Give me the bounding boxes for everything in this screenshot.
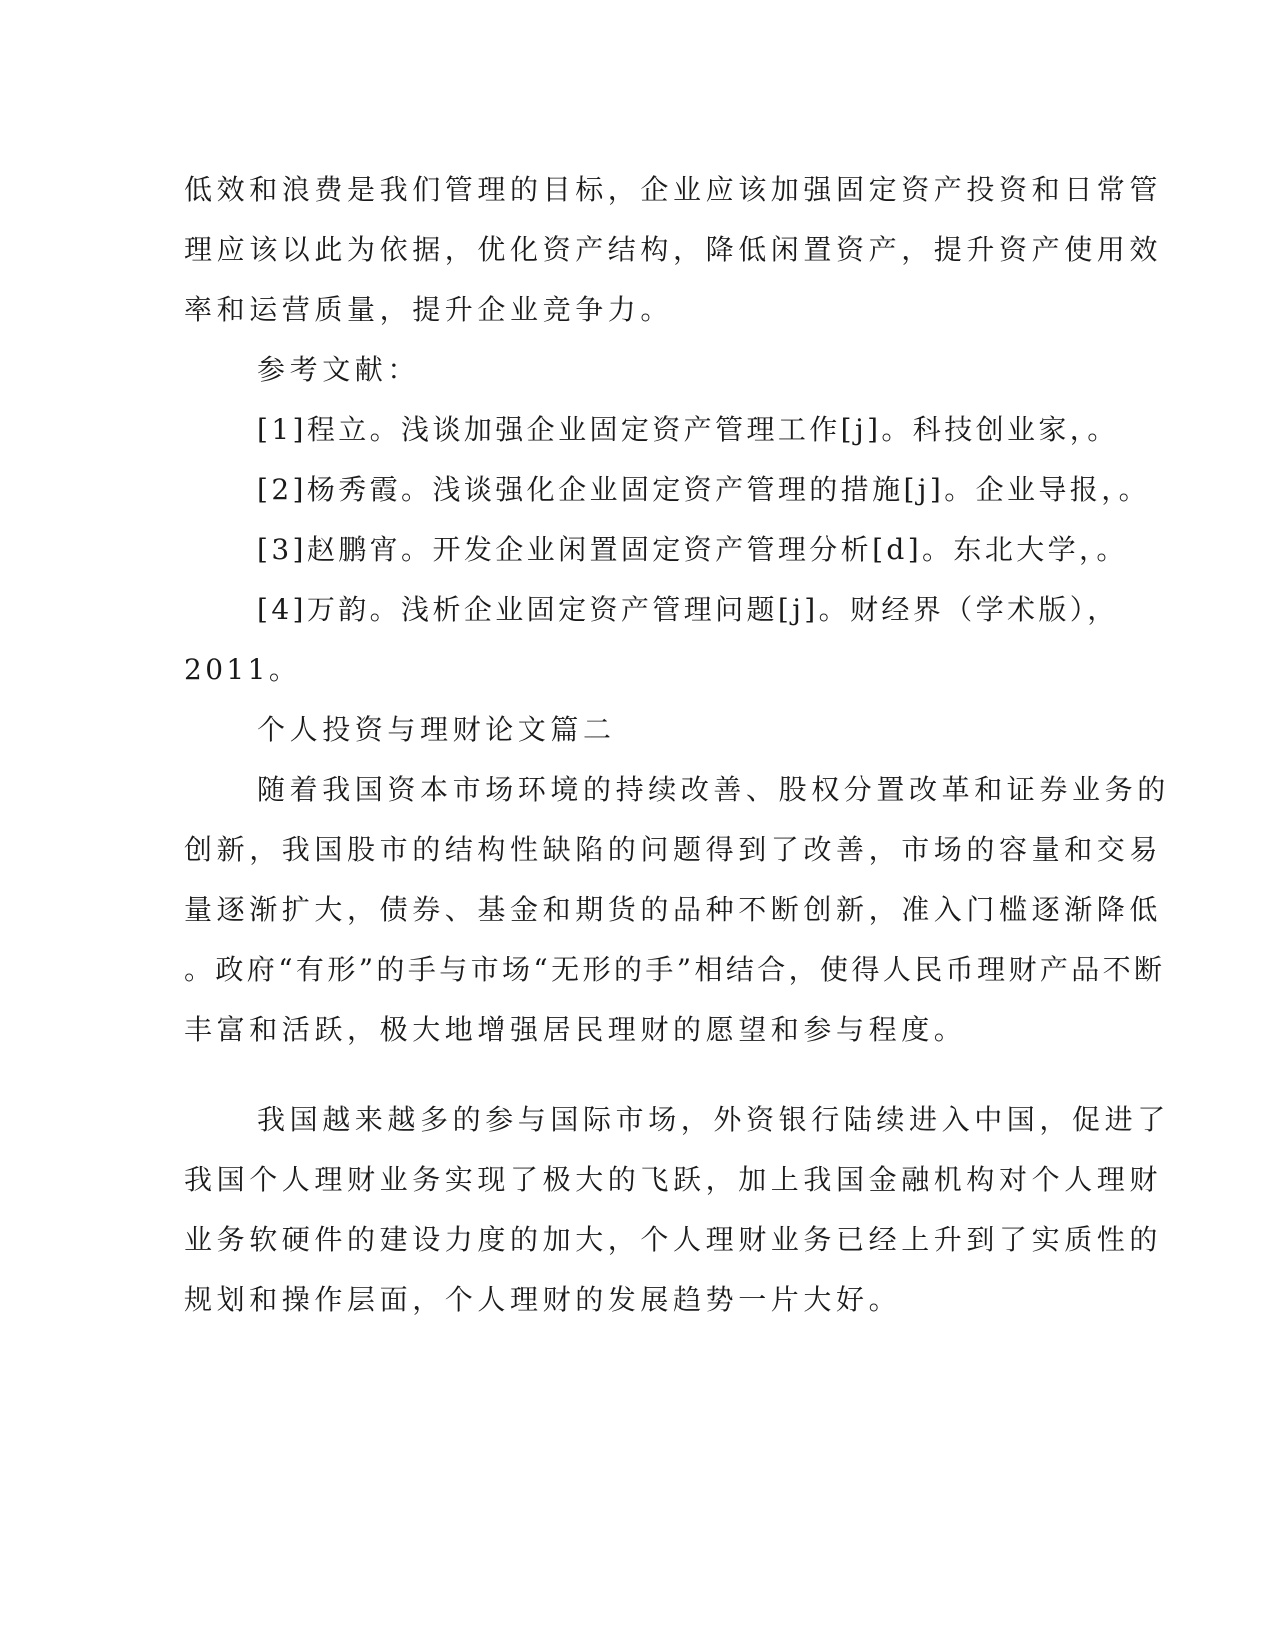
text-line: 量逐渐扩大，债券、基金和期货的品种不断创新，准入门槛逐渐降低	[184, 893, 1163, 926]
reference-item: [4]万韵。浅析企业固定资产管理问题[j]。财经界（学术版），	[257, 593, 1119, 626]
paragraph-spacer	[184, 1060, 1054, 1090]
paragraph-conclusion	[184, 160, 1163, 340]
text-line: 随着我国资本市场环境的持续改善、股权分置改革和证券业务的	[257, 773, 1170, 806]
document-body	[184, 160, 1170, 1330]
text-line: 丰富和活跃，极大地增强居民理财的愿望和参与程度。	[184, 1013, 967, 1046]
reference-item-continuation: 2011。	[184, 653, 301, 686]
reference-item: [1]程立。浅谈加强企业固定资产管理工作[j]。科技创业家，。	[257, 413, 1119, 446]
text-line: 规划和操作层面，个人理财的发展趋势一片大好。	[184, 1283, 902, 1316]
text-line: 创新，我国股市的结构性缺陷的问题得到了改善，市场的容量和交易	[184, 833, 1163, 866]
reference-item: [3]赵鹏宵。开发企业闲置固定资产管理分析[d]。东北大学，。	[257, 533, 1128, 566]
text-line: 我国越来越多的参与国际市场，外资银行陆续进入中国，促进了	[257, 1103, 1170, 1136]
references-heading: 参考文献：	[257, 353, 421, 386]
text-line: 理应该以此为依据，优化资产结构，降低闲置资产，提升资产使用效	[184, 233, 1163, 266]
text-line: 业务软硬件的建设力度的加大，个人理财业务已经上升到了实质性的	[184, 1223, 1163, 1256]
paragraph-market	[184, 760, 1170, 1060]
text-line: 低效和浪费是我们管理的目标，企业应该加强固定资产投资和日常管	[184, 173, 1163, 206]
paragraph-international	[184, 1090, 1170, 1330]
section-title: 个人投资与理财论文篇二	[257, 713, 616, 746]
reference-list	[184, 400, 1150, 700]
text-line: 率和运营质量，提升企业竞争力。	[184, 293, 674, 326]
reference-item: [2]杨秀霞。浅谈强化企业固定资产管理的措施[j]。企业导报，。	[257, 473, 1150, 506]
text-line: 我国个人理财业务实现了极大的飞跃，加上我国金融机构对个人理财	[184, 1163, 1163, 1196]
text-line: 。政府“有形”的手与市场“无形的手”相结合，使得人民币理财产品不断	[184, 953, 1166, 986]
